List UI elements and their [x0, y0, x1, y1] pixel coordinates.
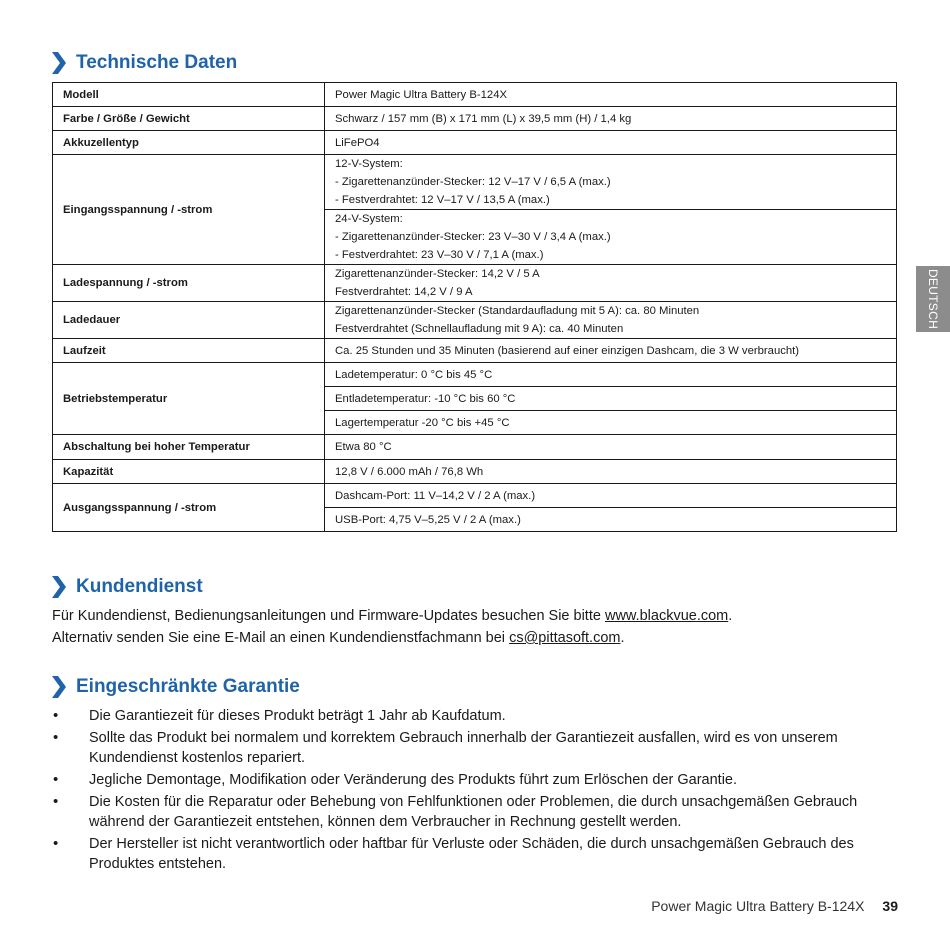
list-item [52, 792, 897, 832]
website-link[interactable]: www.blackvue.com [604, 608, 729, 624]
list-item-text: Der Hersteller ist nicht verantwortlich oder haftbar für Verluste oder Schäden, die durch unsachgemäßen Gebrauch des Produktes entstehen. [89, 836, 854, 872]
spec-line: Festverdrahtet: 14,2 V / 9 A [335, 286, 473, 298]
spec-label: Ladedauer [53, 302, 325, 339]
spec-line: Zigarettenanzünder-Stecker (Standardaufladung mit 5 A): ca. 80 Minuten [335, 305, 700, 317]
spec-label: Laufzeit [53, 339, 325, 363]
spec-line: 24-V-System: [335, 213, 403, 225]
spec-value [325, 210, 897, 265]
table-row [53, 339, 897, 363]
spec-label: Betriebstemperatur [53, 363, 325, 435]
spec-table [52, 82, 897, 532]
spec-label: Abschaltung bei hoher Temperatur [53, 435, 325, 460]
section-title-text: Kundendienst [76, 576, 203, 597]
bullet-icon: • [53, 729, 59, 746]
warranty-list [52, 706, 897, 876]
bullet-icon: • [53, 793, 59, 810]
service-line [52, 605, 912, 627]
table-row [53, 484, 897, 508]
spec-label: Ladespannung / -strom [53, 265, 325, 302]
spec-value: LiFePO4 [325, 131, 897, 155]
spec-value: Dashcam-Port: 11 V–14,2 V / 2 A (max.) [325, 484, 897, 508]
table-row [53, 363, 897, 387]
spec-value [325, 302, 897, 339]
spec-line: 12-V-System: [335, 158, 403, 170]
section-title-tech [52, 52, 237, 74]
spec-value: Etwa 80 °C [325, 435, 897, 460]
service-paragraph [52, 605, 912, 649]
spec-line: - Zigarettenanzünder-Stecker: 23 V–30 V / 3,4 A (max.) [335, 231, 611, 243]
spec-value [325, 265, 897, 302]
spec-value: Schwarz / 157 mm (B) x 171 mm (L) x 39,5 mm (H) / 1,4 kg [325, 107, 897, 131]
spec-value: Power Magic Ultra Battery B-124X [325, 83, 897, 107]
list-item [52, 728, 897, 768]
list-item [52, 706, 897, 726]
table-row [53, 435, 897, 460]
table-row [53, 107, 897, 131]
section-title-warranty [52, 676, 300, 698]
spec-label: Akkuzellentyp [53, 131, 325, 155]
spec-label: Kapazität [53, 460, 325, 484]
spec-label: Farbe / Größe / Gewicht [53, 107, 325, 131]
email-link[interactable]: cs@pittasoft.com [509, 630, 621, 646]
table-row [53, 302, 897, 339]
spec-label: Ausgangsspannung / -strom [53, 484, 325, 532]
service-text: . [620, 630, 625, 646]
list-item-text: Jegliche Demontage, Modifikation oder Veränderung des Produkts führt zum Erlöschen der Garantie. [89, 772, 738, 788]
spec-value: Ladetemperatur: 0 °C bis 45 °C [325, 363, 897, 387]
spec-value: USB-Port: 4,75 V–5,25 V / 2 A (max.) [325, 508, 897, 532]
spec-line: - Festverdrahtet: 12 V–17 V / 13,5 A (max.) [335, 194, 550, 206]
table-row [53, 131, 897, 155]
list-item [52, 770, 897, 790]
service-line [52, 627, 912, 649]
list-item-text: Sollte das Produkt bei normalem und korrektem Gebrauch innerhalb der Garantiezeit ausfallen, wird es von unserem Kundendienst kostenlos repariert. [89, 730, 838, 766]
table-row [53, 155, 897, 210]
spec-line: Zigarettenanzünder-Stecker: 14,2 V / 5 A [335, 268, 540, 280]
spec-value: Entladetemperatur: -10 °C bis 60 °C [325, 387, 897, 411]
language-tab[interactable] [916, 266, 950, 332]
bullet-icon: • [53, 771, 59, 788]
spec-value: Ca. 25 Stunden und 35 Minuten (basierend auf einer einzigen Dashcam, die 3 W verbraucht) [325, 339, 897, 363]
bullet-icon: • [53, 835, 59, 852]
spec-line: Festverdrahtet (Schnellaufladung mit 9 A): ca. 40 Minuten [335, 323, 624, 335]
list-item-text: Die Garantiezeit für dieses Produkt beträgt 1 Jahr ab Kaufdatum. [89, 708, 506, 724]
bullet-icon: • [53, 707, 59, 724]
spec-value [325, 155, 897, 210]
service-text: Für Kundendienst, Bedienungsanleitungen und Firmware-Updates besuchen Sie bitte [52, 608, 605, 624]
chevron-right-icon [52, 52, 66, 74]
page-footer [651, 898, 898, 914]
spec-line: - Festverdrahtet: 23 V–30 V / 7,1 A (max.) [335, 249, 544, 261]
service-text: Alternativ senden Sie eine E-Mail an einen Kundendienstfachmann bei [52, 630, 510, 646]
list-item-text: Die Kosten für die Reparatur oder Behebung von Fehlfunktionen oder Problemen, die durch unsachgemäßen Gebrauch während der Garantiezeit entstehen, können dem Verbraucher in Rechnung gestellt werden. [89, 794, 858, 830]
spec-label: Modell [53, 83, 325, 107]
page-number: 39 [882, 898, 898, 914]
spec-label: Eingangsspannung / -strom [53, 155, 325, 265]
spec-value: Lagertemperatur -20 °C bis +45 °C [325, 411, 897, 435]
list-item [52, 834, 897, 874]
spec-line: - Zigarettenanzünder-Stecker: 12 V–17 V / 6,5 A (max.) [335, 176, 611, 188]
table-row [53, 265, 897, 302]
language-tab-label: DEUTSCH [926, 268, 941, 330]
table-row [53, 83, 897, 107]
spec-value: 12,8 V / 6.000 mAh / 76,8 Wh [325, 460, 897, 484]
chevron-right-icon [52, 576, 66, 598]
section-title-text: Eingeschränkte Garantie [76, 676, 300, 697]
section-title-text: Technische Daten [76, 52, 238, 73]
section-title-service [52, 576, 203, 598]
service-text: . [728, 608, 733, 624]
footer-product: Power Magic Ultra Battery B-124X [651, 898, 865, 914]
chevron-right-icon [52, 676, 66, 698]
table-row [53, 460, 897, 484]
